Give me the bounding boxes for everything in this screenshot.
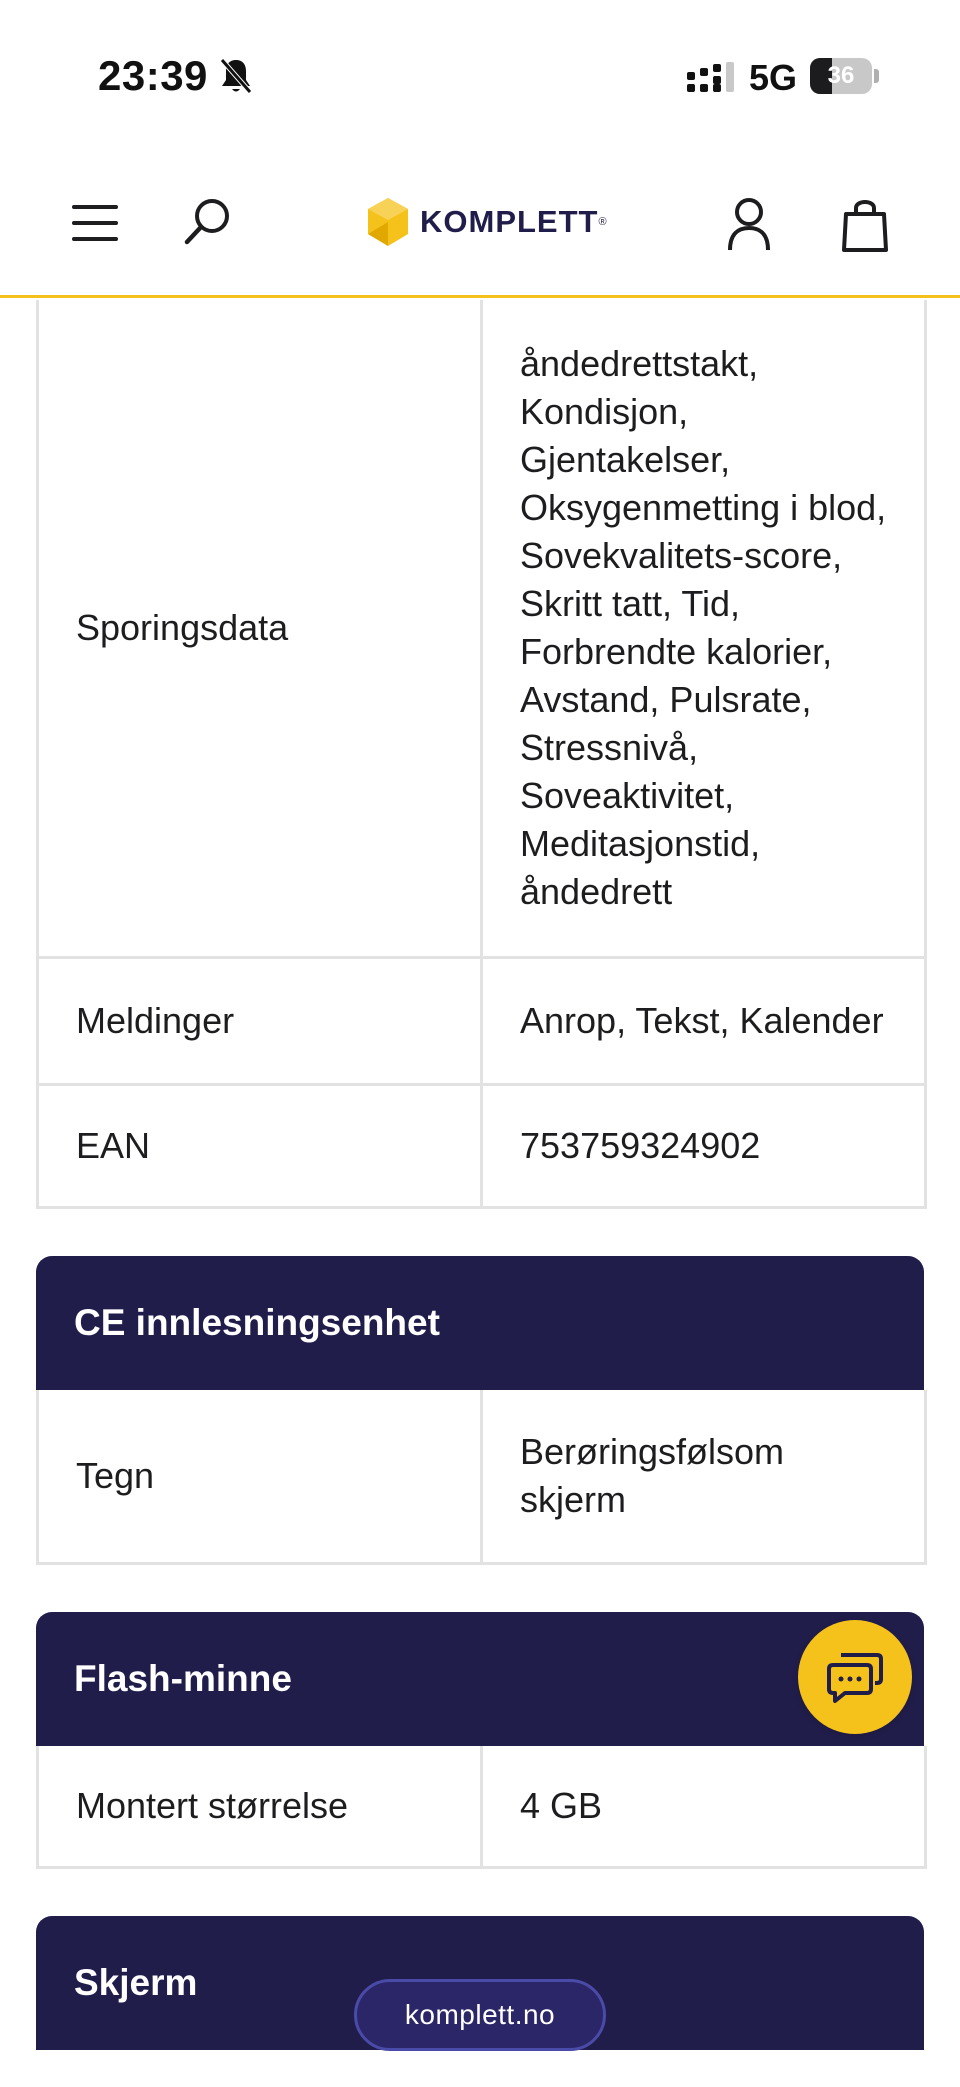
spec-value: Berøringsfølsom skjerm (482, 1390, 926, 1564)
table-row (38, 300, 926, 958)
network-label: 5G (749, 57, 798, 98)
site-header (0, 150, 960, 298)
spec-section (36, 1256, 924, 1565)
bell-off-icon (218, 56, 254, 96)
spec-value: 753759324902 (482, 1085, 926, 1208)
spec-value: åndedrettstakt, Kondisjon, Gjentakelser, Oksygenmetting i blod, Sovekvalitets-score, Skritt tatt, Tid, Forbrendte kalorier, Avstand, Pulsrate, Stressnivå, Soveaktivitet, Meditasjonstid, åndedrett (482, 300, 926, 958)
battery-icon (810, 58, 878, 94)
spec-table (36, 1390, 927, 1565)
search-icon[interactable] (182, 196, 234, 248)
spec-key: Montert størrelse (38, 1746, 482, 1868)
table-row (38, 1746, 926, 1868)
status-bar (0, 0, 960, 150)
logo-mark-icon (366, 196, 410, 248)
spec-key: Tegn (38, 1390, 482, 1564)
logo-text: KOMPLETT (420, 204, 599, 239)
spec-table-general (36, 300, 927, 1209)
cart-icon[interactable] (840, 196, 890, 252)
section-title: Flash-minne (36, 1612, 924, 1746)
logo-registered-mark: ® (598, 216, 607, 228)
user-icon[interactable] (726, 196, 772, 252)
spec-key: Meldinger (38, 958, 482, 1085)
spec-key: Sporingsdata (38, 300, 482, 958)
komplett-logo[interactable] (366, 194, 607, 250)
section-title: CE innlesningsenhet (36, 1256, 924, 1390)
menu-icon[interactable] (72, 205, 118, 241)
spec-value: Anrop, Tekst, Kalender (482, 958, 926, 1085)
spec-value: 4 GB (482, 1746, 926, 1868)
table-row (38, 1390, 926, 1564)
signal-icon (687, 62, 737, 94)
chat-button[interactable] (798, 1620, 912, 1734)
spec-section (36, 1612, 924, 1869)
spec-key: EAN (38, 1085, 482, 1208)
chat-icon (825, 1649, 885, 1705)
url-bar[interactable]: komplett.no (354, 1979, 606, 2051)
table-row (38, 958, 926, 1085)
table-row (38, 1085, 926, 1208)
status-time: 23:39 (98, 52, 208, 99)
section-title: Skjerm (36, 1916, 924, 2050)
battery-level: 36 (827, 62, 855, 89)
spec-table (36, 1746, 927, 1869)
spec-content (36, 300, 924, 2050)
